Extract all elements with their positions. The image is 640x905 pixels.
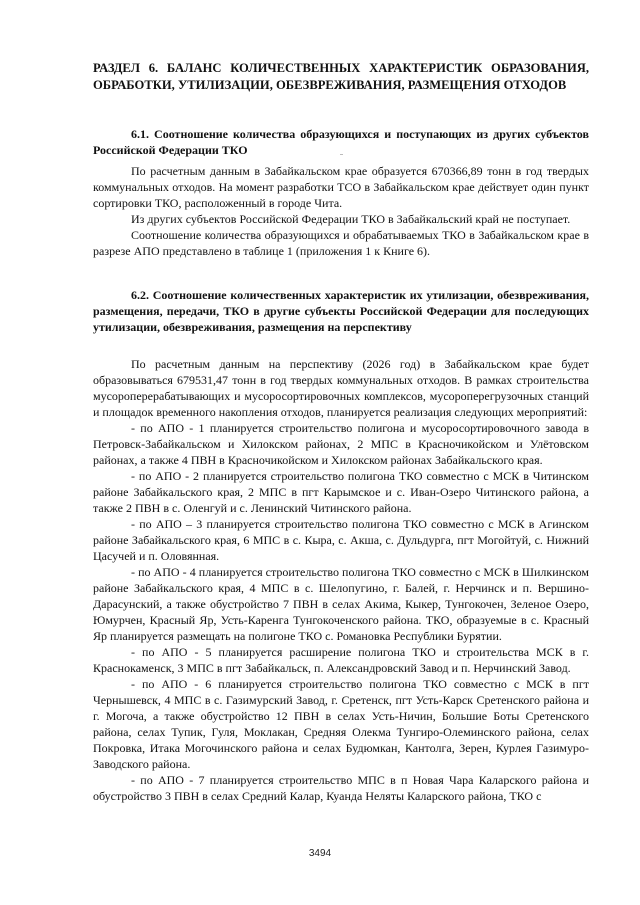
section-heading: РАЗДЕЛ 6. БАЛАНС КОЛИЧЕСТВЕННЫХ ХАРАКТЕРИСТИК ОБРАЗОВАНИЯ, ОБРАБОТКИ, УТИЛИЗАЦИИ, ОБЕЗВРЕЖИВАНИЯ, РАЗМЕЩЕНИЯ ОТХОДОВ — [93, 61, 589, 92]
list-item-apo-1: - по АПО - 1 планируется строительство полигона и мусоросортировочного завода в Петровск-Забайкальском и Хилокском районах, 2 МПС в Красночикойском и Улётовском районах, а также 4 ПВН в Красночикойском и Хилокском районах Забайкальского края. — [93, 421, 589, 467]
list-item-apo-2: - по АПО - 2 планируется строительство полигона ТКО совместно с МСК в Читинском районе Забайкальского края, 2 МПС в пгт Карымское и с. Иван-Озеро Читинского района, а также 2 ПВН в с. Оленгуй и с. Ленинский Читинского района. — [93, 469, 589, 515]
list-item-apo-7: - по АПО - 7 планируется строительство МПС в п Новая Чара Каларского района и обустройство 3 ПВН в селах Средний Калар, Куанда Неляты Каларского района, ТКО с — [93, 773, 589, 803]
list-item-apo-3: - по АПО – 3 планируется строительство полигона ТКО совместно с МСК в Агинском районе Забайкальского края, 6 МПС в с. Кыра, с. Акша, с. Дульдурга, пгт Могойтуй, с. Нижний Цасучей и п. Оловянная. — [93, 517, 589, 563]
subsection-heading-6-2-text: 6.2. Соотношение количественных характеристик их утилизации, обезвреживания, размещения, передачи, ТКО в другие субъекты Российской Федерации для последующих утилизации, обезвреживания, размещения на перспективу — [93, 288, 589, 334]
subsection-6-1-body — [93, 163, 589, 259]
paragraph: Из других субъектов Российской Федерации ТКО в Забайкальский край не поступает. — [131, 212, 571, 226]
scan-mark — [340, 154, 343, 155]
list-item-apo-5: - по АПО - 5 планируется расширение полигона ТКО и строительства МСК в г. Краснокаменск, 3 МПС в пгт Забайкальск, п. Александровский Завод и п. Нерчинский Завод. — [93, 645, 589, 675]
paragraph: По расчетным данным в Забайкальском крае образуется 670366,89 тонн в год твердых коммунальных отходов. На момент разработки ТСО в Забайкальском крае действует один пункт сортировки ТКО, расположенный в городе Чита. — [93, 164, 589, 210]
page-number: 3494 — [308, 848, 332, 859]
intro-paragraph: По расчетным данным на перспективу (2026 год) в Забайкальском крае будет образовываться 679531,47 тонн в год твердых коммунальных отходов. В рамках строительства мусороперерабатывающих и мусоросортировочных комплексов, мусороперегрузочных станций и площадок временного накопления отходов, планируется реализация следующих мероприятий: — [93, 357, 589, 419]
subsection-heading-6-1-text: 6.1. Соотношение количества образующихся и поступающих из других субъектов Российской Федерации ТКО — [93, 127, 589, 157]
subsection-heading-6-2 — [93, 287, 589, 335]
list-item-apo-6: - по АПО - 6 планируется строительство полигона ТКО совместно с МСК в пгт Чернышевск, 4 МПС в с. Газимурский Завод, г. Сретенск, пгт Усть-Карск Сретенского района и г. Могоча, а также обустройство 12 ПВН в селах Усть-Ничин, Большие Боты Сретенского района, селах Тупик, Гуля, Моклакан, Средняя Олекма Тунгиро-Олеминского района, селах Покровка, Итака Могочинского района и селах Будюмкан, Кантолга, Зерен, Курлея Газимуро-Заводского района. — [93, 677, 589, 771]
paragraph: Соотношение количества образующихся и обрабатываемых ТКО в Забайкальском крае в разрезе АПО представлено в таблице 1 (приложения 1 к Книге 6). — [93, 228, 589, 258]
subsection-6-2-body — [93, 356, 589, 804]
list-item-apo-4: - по АПО - 4 планируется строительство полигона ТКО совместно с МСК в Шилкинском районе Забайкальского края, 4 МПС в с. Шелопугино, г. Балей, г. Нерчинск и п. Вершино-Дарасунский, а также обустройство 7 ПВН в селах Акима, Кыкер, Тунгокочен, Зеленое Озеро, Юмурчен, Красный Яр, Усть-Каренга Тунгокоченского района. ТКО, образуемые в с. Красный Яр планируется размещать на полигоне ТКО с. Романовка Республики Бурятии. — [93, 565, 589, 643]
